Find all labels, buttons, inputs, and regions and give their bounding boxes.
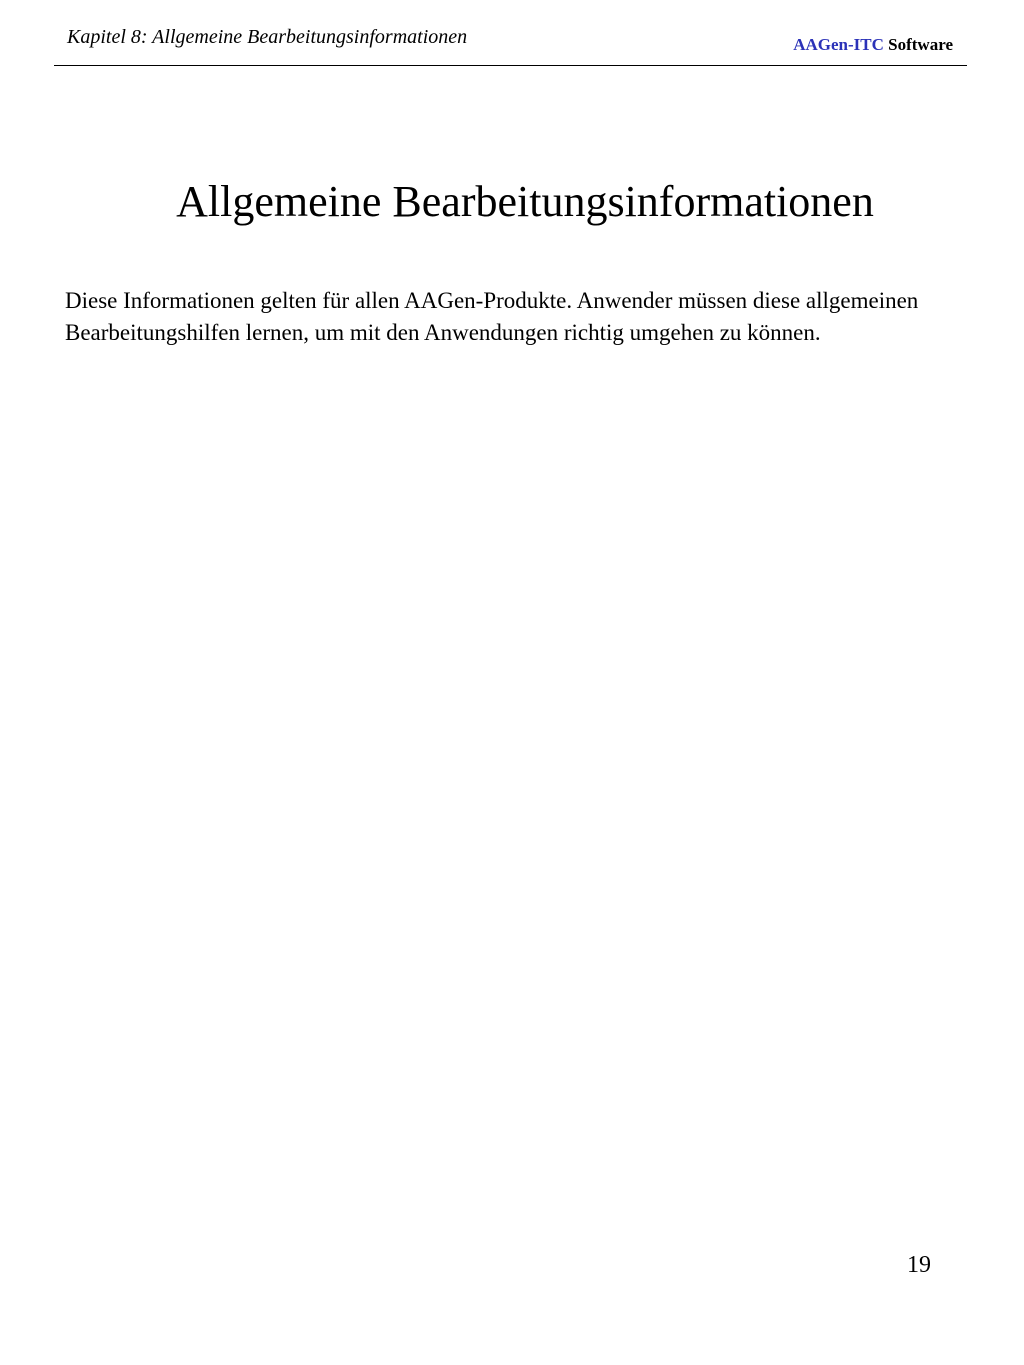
brand-label bbox=[793, 35, 953, 55]
page-title: Allgemeine Bearbeitungsinformationen bbox=[176, 177, 874, 226]
chapter-title: Kapitel 8: Allgemeine Bearbeitungsinformationen bbox=[67, 26, 468, 48]
brand-name: AAGen-ITC bbox=[793, 35, 884, 54]
page-header bbox=[54, 0, 967, 66]
page-number: 19 bbox=[907, 1252, 931, 1278]
intro-paragraph: Diese Informationen gelten für allen AAGen-Produkte. Anwender müssen diese allgemeinen Bearbeitungshilfen lernen, um mit den Anwendungen richtig umgehen zu können. bbox=[65, 288, 919, 345]
brand-suffix: Software bbox=[888, 35, 953, 54]
